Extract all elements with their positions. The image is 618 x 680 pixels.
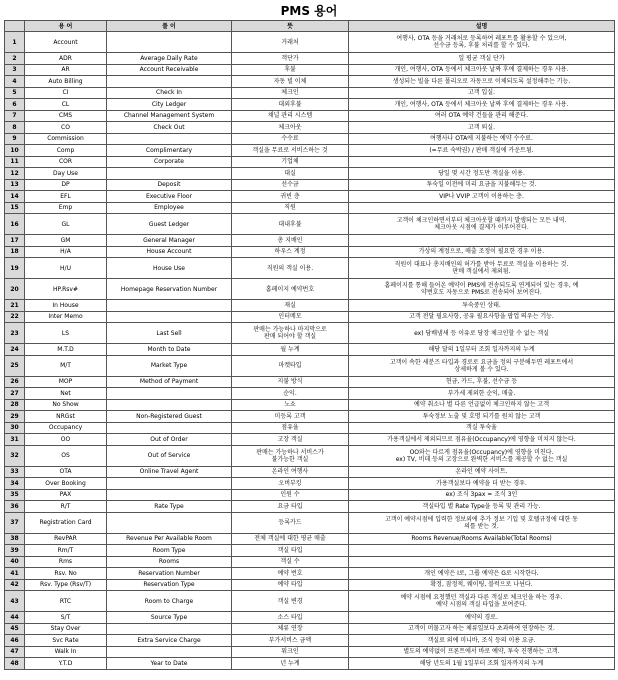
- table-row: [5, 568, 615, 580]
- row-number: 42: [5, 579, 25, 591]
- row-number: 39: [5, 545, 25, 557]
- table-row: [5, 258, 615, 279]
- meaning-cell: 대실: [232, 168, 349, 180]
- full-name-cell: Reservation Number: [107, 568, 232, 580]
- meaning-cell: 체크아웃: [232, 122, 349, 134]
- table-row: [5, 612, 615, 624]
- full-name-cell: Revenue Per Available Room: [107, 533, 232, 545]
- table-row: [5, 32, 615, 53]
- row-number: 1: [5, 32, 25, 53]
- table-row: [5, 179, 615, 191]
- header-no: [5, 21, 25, 32]
- description-cell: 해당 달의 1일부터 조회 일자까지의 누계: [349, 344, 615, 356]
- meaning-cell: 예약 타입: [232, 579, 349, 591]
- meaning-cell: 온라인 여행사: [232, 466, 349, 478]
- row-number: 47: [5, 646, 25, 658]
- description-cell: 투숙중인 상태.: [349, 300, 615, 312]
- table-row: [5, 556, 615, 568]
- description-cell: [349, 556, 615, 568]
- row-number: 32: [5, 445, 25, 466]
- term-cell: Net: [25, 388, 107, 400]
- term-cell: R/T: [25, 501, 107, 513]
- description-cell: 투숙일 이전에 미리 요금을 지불해두는 것.: [349, 179, 615, 191]
- row-number: 25: [5, 355, 25, 376]
- row-number: 45: [5, 623, 25, 635]
- table-row: [5, 399, 615, 411]
- term-cell: OS: [25, 445, 107, 466]
- term-cell: Day Use: [25, 168, 107, 180]
- term-cell: PAX: [25, 489, 107, 501]
- term-cell: CI: [25, 87, 107, 99]
- full-name-cell: Source Type: [107, 612, 232, 624]
- table-row: [5, 168, 615, 180]
- table-row: [5, 300, 615, 312]
- term-cell: CMS: [25, 110, 107, 122]
- meaning-cell: 소스 타입: [232, 612, 349, 624]
- full-name-cell: Average Daily Rate: [107, 53, 232, 65]
- full-name-cell: [107, 399, 232, 411]
- term-cell: No Show: [25, 399, 107, 411]
- full-name-cell: [107, 478, 232, 490]
- row-number: 30: [5, 422, 25, 434]
- meaning-cell: 직원의 객실 이용.: [232, 258, 349, 279]
- table-row: [5, 133, 615, 145]
- term-cell: Commission: [25, 133, 107, 145]
- full-name-cell: Last Sell: [107, 323, 232, 344]
- table-row: [5, 545, 615, 557]
- description-cell: 고객이 속한 세분즈 타입과 경로로 요금을 정의 구분해두면 레포트에서 상세하게 볼 수 있다.: [349, 355, 615, 376]
- full-name-cell: Rate Type: [107, 501, 232, 513]
- meaning-cell: 판매는 가능하나 마지막으로 판매 되어야 할 객실: [232, 323, 349, 344]
- description-cell: 개인, 여행사, OTA 등에서 체크아웃 날짜 후에 결제하는 경우 사용.: [349, 99, 615, 111]
- term-cell: Emp: [25, 202, 107, 214]
- pms-terms-table: [4, 20, 615, 670]
- meaning-cell: 부가서비스 금액: [232, 635, 349, 647]
- full-name-cell: Reservation Type: [107, 579, 232, 591]
- description-cell: [349, 202, 615, 214]
- meaning-cell: 귀빈 층: [232, 191, 349, 203]
- term-cell: NRGst: [25, 411, 107, 423]
- table-row: [5, 235, 615, 247]
- full-name-cell: Guest Ledger: [107, 214, 232, 235]
- header-term: 용 어: [25, 21, 107, 32]
- full-name-cell: [107, 388, 232, 400]
- meaning-cell: 객실 수: [232, 556, 349, 568]
- description-cell: 별도의 예약없이 프론트에서 바로 예약, 투숙 진행하는 고객.: [349, 646, 615, 658]
- row-number: 37: [5, 512, 25, 533]
- term-cell: EFL: [25, 191, 107, 203]
- full-name-cell: House Use: [107, 258, 232, 279]
- row-number: 14: [5, 191, 25, 203]
- row-number: 23: [5, 323, 25, 344]
- meaning-cell: 객실 변경: [232, 591, 349, 612]
- row-number: 10: [5, 145, 25, 157]
- row-number: 40: [5, 556, 25, 568]
- description-cell: [349, 545, 615, 557]
- description-cell: 가용객실에서 제외되므로 점유율(Occupancy)에 영향을 미치지 않는다.: [349, 434, 615, 446]
- meaning-cell: 수수료: [232, 133, 349, 145]
- row-number: 27: [5, 388, 25, 400]
- row-number: 38: [5, 533, 25, 545]
- header-description: 설명: [349, 21, 615, 32]
- table-row: [5, 533, 615, 545]
- table-row: [5, 623, 615, 635]
- description-cell: 고객 퇴실.: [349, 122, 615, 134]
- row-number: 3: [5, 64, 25, 76]
- term-cell: AR: [25, 64, 107, 76]
- full-name-cell: Room to Charge: [107, 591, 232, 612]
- full-name-cell: [107, 168, 232, 180]
- full-name-cell: [107, 489, 232, 501]
- term-cell: LS: [25, 323, 107, 344]
- row-number: 48: [5, 658, 25, 670]
- description-cell: 해당 년도의 1월 1일부터 조회 일자까지의 누계: [349, 658, 615, 670]
- row-number: 11: [5, 156, 25, 168]
- description-cell: 고객 입실.: [349, 87, 615, 99]
- description-cell: 일 평균 객실 단가: [349, 53, 615, 65]
- header-full-name: 풀 이: [107, 21, 232, 32]
- row-number: 15: [5, 202, 25, 214]
- meaning-cell: 지불 방식: [232, 376, 349, 388]
- term-cell: Registration Card: [25, 512, 107, 533]
- full-name-cell: Room Type: [107, 545, 232, 557]
- term-cell: RevPAR: [25, 533, 107, 545]
- row-number: 4: [5, 76, 25, 88]
- description-cell: 객실 투숙율: [349, 422, 615, 434]
- row-number: 22: [5, 311, 25, 323]
- description-cell: 여행사나 OTA에 지불하는 예약 수수료.: [349, 133, 615, 145]
- table-row: [5, 191, 615, 203]
- row-number: 20: [5, 279, 25, 300]
- table-row: [5, 323, 615, 344]
- full-name-cell: Complimentary: [107, 145, 232, 157]
- term-cell: Over Booking: [25, 478, 107, 490]
- row-number: 16: [5, 214, 25, 235]
- term-cell: OO: [25, 434, 107, 446]
- description-cell: 예약의 경로.: [349, 612, 615, 624]
- meaning-cell: 자동 빌 이체: [232, 76, 349, 88]
- table-body: [5, 32, 615, 670]
- row-number: 6: [5, 99, 25, 111]
- term-cell: GM: [25, 235, 107, 247]
- row-number: 7: [5, 110, 25, 122]
- meaning-cell: 마켓타입: [232, 355, 349, 376]
- table-row: [5, 635, 615, 647]
- full-name-cell: Executive Floor: [107, 191, 232, 203]
- table-row: [5, 53, 615, 65]
- meaning-cell: 워크인: [232, 646, 349, 658]
- description-cell: ex) 담배냄새 등 이유로 당장 체크인할 수 없는 객실: [349, 323, 615, 344]
- term-cell: Inter Memo: [25, 311, 107, 323]
- table-row: [5, 202, 615, 214]
- meaning-cell: 년 누계: [232, 658, 349, 670]
- term-cell: MOP: [25, 376, 107, 388]
- table-row: [5, 311, 615, 323]
- full-name-cell: Extra Service Charge: [107, 635, 232, 647]
- table-row: [5, 64, 615, 76]
- description-cell: OO와는 다르게 점유율(Occupancy)에 영향을 미친다. ex) TV, 비데 등의 고장으로 완벽한 서비스를 제공할 수 없는 객실: [349, 445, 615, 466]
- row-number: 12: [5, 168, 25, 180]
- table-row: [5, 411, 615, 423]
- meaning-cell: 거래처: [232, 32, 349, 53]
- meaning-cell: 객실 타입: [232, 545, 349, 557]
- table-row: [5, 344, 615, 356]
- description-cell: 여러 OTA 예약 건들을 관리 해준다.: [349, 110, 615, 122]
- full-name-cell: [107, 512, 232, 533]
- table-row: [5, 214, 615, 235]
- row-number: 34: [5, 478, 25, 490]
- description-cell: ex) 조식 3pax = 조식 3인: [349, 489, 615, 501]
- full-name-cell: [107, 133, 232, 145]
- term-cell: Svc Rate: [25, 635, 107, 647]
- meaning-cell: 월 누계: [232, 344, 349, 356]
- full-name-cell: [107, 300, 232, 312]
- full-name-cell: Out of Service: [107, 445, 232, 466]
- term-cell: Stay Over: [25, 623, 107, 635]
- table-row: [5, 434, 615, 446]
- full-name-cell: Channel Management System: [107, 110, 232, 122]
- row-number: 35: [5, 489, 25, 501]
- term-cell: In House: [25, 300, 107, 312]
- full-name-cell: Corporate: [107, 156, 232, 168]
- term-cell: Rms: [25, 556, 107, 568]
- table-row: [5, 478, 615, 490]
- term-cell: Y.T.D: [25, 658, 107, 670]
- term-cell: Comp: [25, 145, 107, 157]
- row-number: 28: [5, 399, 25, 411]
- description-cell: 직원이 대표나 총지배인의 허가를 받아 무료로 객실을 이용하는 것. 판매 객실에서 제외됨.: [349, 258, 615, 279]
- term-cell: H/U: [25, 258, 107, 279]
- description-cell: 객실타입 별 Rate Type을 등록 및 관리 가능.: [349, 501, 615, 513]
- description-cell: 현금, 카드, 후불, 선수금 등: [349, 376, 615, 388]
- row-number: 17: [5, 235, 25, 247]
- row-number: 41: [5, 568, 25, 580]
- full-name-cell: Rooms: [107, 556, 232, 568]
- table-row: [5, 156, 615, 168]
- meaning-cell: 채널 관리 시스템: [232, 110, 349, 122]
- term-cell: CO: [25, 122, 107, 134]
- term-cell: Occupancy: [25, 422, 107, 434]
- description-cell: 예약 시점에 요청했던 객실과 다른 객실로 체크인을 하는 경우. 예약 시점의 객실 타입을 보여준다.: [349, 591, 615, 612]
- meaning-cell: 판매는 가능하나 서비스가 불가능한 객실: [232, 445, 349, 466]
- header-meaning: 뜻: [232, 21, 349, 32]
- full-name-cell: [107, 646, 232, 658]
- table-header-row: [5, 21, 615, 32]
- full-name-cell: [107, 311, 232, 323]
- term-cell: Account: [25, 32, 107, 53]
- row-number: 24: [5, 344, 25, 356]
- full-name-cell: Employee: [107, 202, 232, 214]
- row-number: 46: [5, 635, 25, 647]
- description-cell: 고객이 체크인하면서부터 체크아웃할 때까지 발생되는 모든 내역. 체크아웃 시점에 결제가 이루어진다.: [349, 214, 615, 235]
- full-name-cell: House Account: [107, 246, 232, 258]
- description-cell: [349, 235, 615, 247]
- term-cell: ADR: [25, 53, 107, 65]
- full-name-cell: Homepage Reservation Number: [107, 279, 232, 300]
- term-cell: H/A: [25, 246, 107, 258]
- full-name-cell: Check In: [107, 87, 232, 99]
- row-number: 2: [5, 53, 25, 65]
- full-name-cell: Method of Payment: [107, 376, 232, 388]
- meaning-cell: 노쇼: [232, 399, 349, 411]
- row-number: 9: [5, 133, 25, 145]
- term-cell: Rm/T: [25, 545, 107, 557]
- table-row: [5, 658, 615, 670]
- table-row: [5, 76, 615, 88]
- full-name-cell: Account Receivable: [107, 64, 232, 76]
- table-row: [5, 99, 615, 111]
- meaning-cell: 홈페이지 예약번호: [232, 279, 349, 300]
- row-number: 36: [5, 501, 25, 513]
- term-cell: RTC: [25, 591, 107, 612]
- description-cell: 가용객실보다 예약을 더 받는 경우.: [349, 478, 615, 490]
- table-row: [5, 501, 615, 513]
- term-cell: Walk In: [25, 646, 107, 658]
- meaning-cell: 인원 수: [232, 489, 349, 501]
- meaning-cell: 직원: [232, 202, 349, 214]
- row-number: 33: [5, 466, 25, 478]
- term-cell: OTA: [25, 466, 107, 478]
- term-cell: Rsv. No: [25, 568, 107, 580]
- table-row: [5, 110, 615, 122]
- table-row: [5, 246, 615, 258]
- term-cell: GL: [25, 214, 107, 235]
- description-cell: 홈페이지를 통해 들어온 예약이 PMS에 전송되도록 연계되어 있는 경우, 예 약번호도 자동으로 PMS로 전송되어 보여진다.: [349, 279, 615, 300]
- term-cell: M.T.D: [25, 344, 107, 356]
- full-name-cell: Check Out: [107, 122, 232, 134]
- row-number: 8: [5, 122, 25, 134]
- full-name-cell: [107, 623, 232, 635]
- meaning-cell: 대내후불: [232, 214, 349, 235]
- description-cell: 고객 전달 필요사항, 공유 필요사항을 팝업 띄우는 기능.: [349, 311, 615, 323]
- description-cell: 확정, 잠정적, 웨이팅, 블럭으로 나뉜다.: [349, 579, 615, 591]
- row-number: 19: [5, 258, 25, 279]
- meaning-cell: 오버부킹: [232, 478, 349, 490]
- full-name-cell: [107, 32, 232, 53]
- meaning-cell: 재실: [232, 300, 349, 312]
- full-name-cell: Out of Order: [107, 434, 232, 446]
- table-row: [5, 87, 615, 99]
- table-row: [5, 422, 615, 434]
- description-cell: 가상의 계정으로, 매출 조정이 필요한 경우 이용.: [349, 246, 615, 258]
- meaning-cell: 순익.: [232, 388, 349, 400]
- description-cell: 온라인 예약 사이트.: [349, 466, 615, 478]
- page-title: PMS 용어: [280, 4, 338, 18]
- description-cell: 당일 몇 시간 정도만 객실을 이용.: [349, 168, 615, 180]
- description-cell: 객실료 외에 미니바, 조식 등의 이용 요금.: [349, 635, 615, 647]
- meaning-cell: 점유율: [232, 422, 349, 434]
- full-name-cell: Year to Date: [107, 658, 232, 670]
- row-number: 31: [5, 434, 25, 446]
- meaning-cell: 미등록 고객: [232, 411, 349, 423]
- row-number: 43: [5, 591, 25, 612]
- meaning-cell: 인터메모: [232, 311, 349, 323]
- row-number: 18: [5, 246, 25, 258]
- row-number: 29: [5, 411, 25, 423]
- row-number: 21: [5, 300, 25, 312]
- meaning-cell: 예약 번호: [232, 568, 349, 580]
- full-name-cell: [107, 76, 232, 88]
- table-row: [5, 466, 615, 478]
- table-row: [5, 579, 615, 591]
- full-name-cell: Deposit: [107, 179, 232, 191]
- meaning-cell: 객실을 무료로 서비스하는 것: [232, 145, 349, 157]
- term-cell: CL: [25, 99, 107, 111]
- table-row: [5, 512, 615, 533]
- meaning-cell: 총 지배인: [232, 235, 349, 247]
- meaning-cell: 고장 객실: [232, 434, 349, 446]
- table-row: [5, 646, 615, 658]
- full-name-cell: City Ledger: [107, 99, 232, 111]
- description-cell: Rooms Revenue/Rooms Available(Total Rooms): [349, 533, 615, 545]
- term-cell: Rsv. Type (Rsv/T): [25, 579, 107, 591]
- description-cell: 개인 예약은 I로, 그룹 예약은 G로 시작한다.: [349, 568, 615, 580]
- description-cell: 생성되는 빌을 다른 폴리오로 자동으로 이체되도록 설정해주는 기능.: [349, 76, 615, 88]
- description-cell: [349, 156, 615, 168]
- table-row: [5, 122, 615, 134]
- table-row: [5, 376, 615, 388]
- term-cell: COR: [25, 156, 107, 168]
- description-cell: 개인, 여행사, OTA 등에서 체크아웃 날짜 후에 결제하는 경우 사용.: [349, 64, 615, 76]
- meaning-cell: 체크인: [232, 87, 349, 99]
- full-name-cell: [107, 422, 232, 434]
- meaning-cell: 기업체: [232, 156, 349, 168]
- table-row: [5, 591, 615, 612]
- table-row: [5, 388, 615, 400]
- term-cell: Auto Billing: [25, 76, 107, 88]
- description-cell: 여행사, OTA 등을 거래처로 등록하여 레포트를 활용할 수 있으며, 선수금 등록, 후불 처리를 할 수 있다.: [349, 32, 615, 53]
- meaning-cell: 전체 객실에 대한 평균 매출: [232, 533, 349, 545]
- description-cell: 투숙정보 노출 및 호명 되기를 원치 않는 고객: [349, 411, 615, 423]
- table-row: [5, 445, 615, 466]
- full-name-cell: Month to Date: [107, 344, 232, 356]
- meaning-cell: 체류 연장: [232, 623, 349, 635]
- full-name-cell: Non-Registered Guest: [107, 411, 232, 423]
- full-name-cell: General Manager: [107, 235, 232, 247]
- table-row: [5, 279, 615, 300]
- description-cell: 고객이 머물고자 하는 체류일보다 초과하여 연장하는 것.: [349, 623, 615, 635]
- description-cell: 예약 취소나 별 다른 언급없이 체크인하지 않는 고객: [349, 399, 615, 411]
- row-number: 44: [5, 612, 25, 624]
- full-name-cell: Online Travel Agent: [107, 466, 232, 478]
- meaning-cell: 객단가: [232, 53, 349, 65]
- meaning-cell: 후불: [232, 64, 349, 76]
- row-number: 13: [5, 179, 25, 191]
- description-cell: 고객이 예약시점에 입력한 정보외에 추가 정보 기입 및 호텔규정에 대한 동 의를 받는 것.: [349, 512, 615, 533]
- term-cell: M/T: [25, 355, 107, 376]
- full-name-cell: Market Type: [107, 355, 232, 376]
- table-row: [5, 355, 615, 376]
- term-cell: HP.Rsv#: [25, 279, 107, 300]
- meaning-cell: 하우스 계정: [232, 246, 349, 258]
- meaning-cell: 요금 타입: [232, 501, 349, 513]
- term-cell: DP: [25, 179, 107, 191]
- table-row: [5, 145, 615, 157]
- meaning-cell: 등록카드: [232, 512, 349, 533]
- row-number: 5: [5, 87, 25, 99]
- description-cell: 부가세 제외한 순익, 매출.: [349, 388, 615, 400]
- term-cell: S/T: [25, 612, 107, 624]
- description-cell: (=무료 숙박권) / 판매 객실에 카운트됨.: [349, 145, 615, 157]
- description-cell: VIP나 VVIP 고객이 이용하는 층.: [349, 191, 615, 203]
- table-row: [5, 489, 615, 501]
- meaning-cell: 선수금: [232, 179, 349, 191]
- meaning-cell: 대외후불: [232, 99, 349, 111]
- row-number: 26: [5, 376, 25, 388]
